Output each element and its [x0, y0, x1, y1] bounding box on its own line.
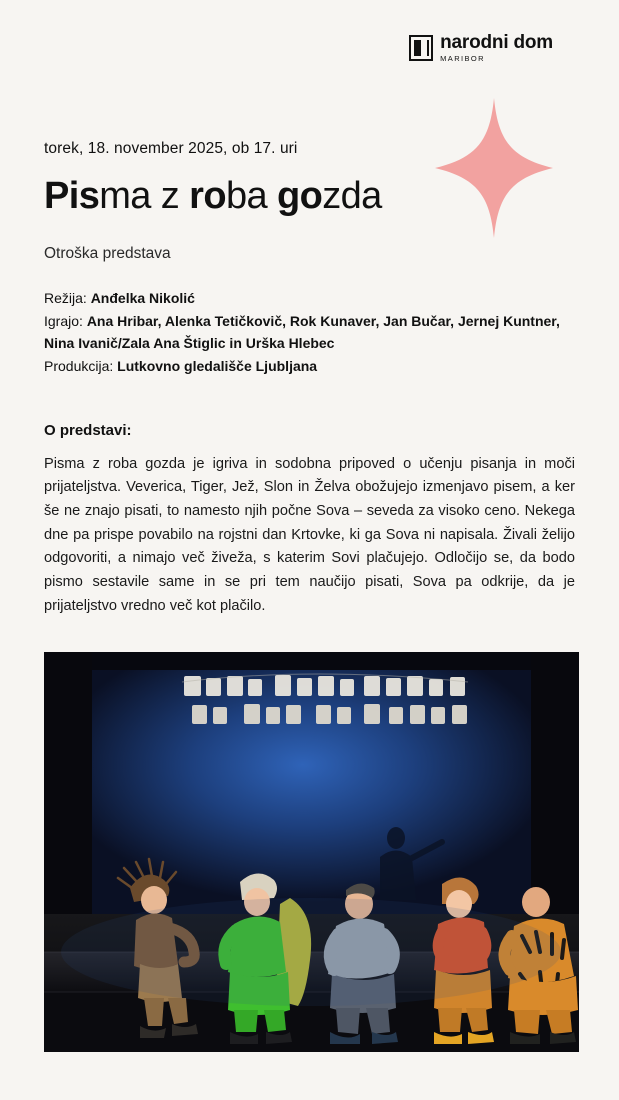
title-part-3: ro [189, 175, 226, 217]
nd-monogram-icon [409, 35, 433, 61]
credit-row-cast [44, 310, 575, 355]
production-photo [44, 652, 579, 1052]
credit-value-production: Lutkovno gledališče Ljubljana [117, 358, 318, 375]
narodni-dom-logo[interactable] [409, 33, 553, 63]
credit-label-cast: Igrajo: [44, 312, 83, 329]
title-part-4: ba [225, 175, 277, 217]
logo-subtitle: MARIBOR [440, 54, 485, 64]
credit-value-cast: Ana Hribar, Alenka Tetičkovič, Rok Kunaver, Jan Bučar, Jernej Kuntner, Nina Ivanič/Zala Ana Štiglic in Urška Hlebec [44, 312, 560, 352]
credit-value-direction: Anđelka Nikolić [90, 290, 195, 307]
title-part-1: Pis [44, 175, 100, 217]
credit-row-production [44, 355, 575, 378]
poster-content [42, 140, 577, 1052]
title-part-6: zda [322, 175, 382, 217]
title-part-2: ma z [99, 175, 190, 217]
credit-label-production: Produkcija: [44, 358, 114, 375]
event-date: torek, 18. november 2025, ob 17. uri [44, 140, 298, 157]
about-heading: O predstavi: [44, 421, 132, 439]
credit-label-direction: Režija: [44, 290, 87, 307]
production-photo-illustration [44, 652, 579, 1052]
page-title [44, 176, 575, 217]
event-genre: Otroška predstava [44, 245, 171, 263]
about-text: Pisma z roba gozda je igriva in sodobna pripoved o učenju pisanja in moči prijateljstva. Veverica, Tiger, Jež, Slon in Želva obožujejo izmenjavo pisem, a ker še ne znajo pisati, to namesto njih počne Sova – seveda za visoko ceno. Nekega dne pa prispe povabilo na rojstni dan Krtovke, ki ga Sova ni napisala. Živali želijo odgovoriti, a nimajo več živeža, s katerim Sovi plačujejo. Odločijo se, da bodo pismo sestavile same in se pri tem naučijo pisati, Sova pa odkrije, da je prijateljstvo vredno več kot plačilo. [44, 455, 575, 614]
credit-row-direction [44, 287, 575, 310]
logo-text [440, 33, 553, 63]
credits-block [44, 287, 575, 378]
page-header [42, 0, 577, 96]
title-part-5: go [277, 175, 323, 217]
logo-name: narodni dom [440, 32, 553, 54]
